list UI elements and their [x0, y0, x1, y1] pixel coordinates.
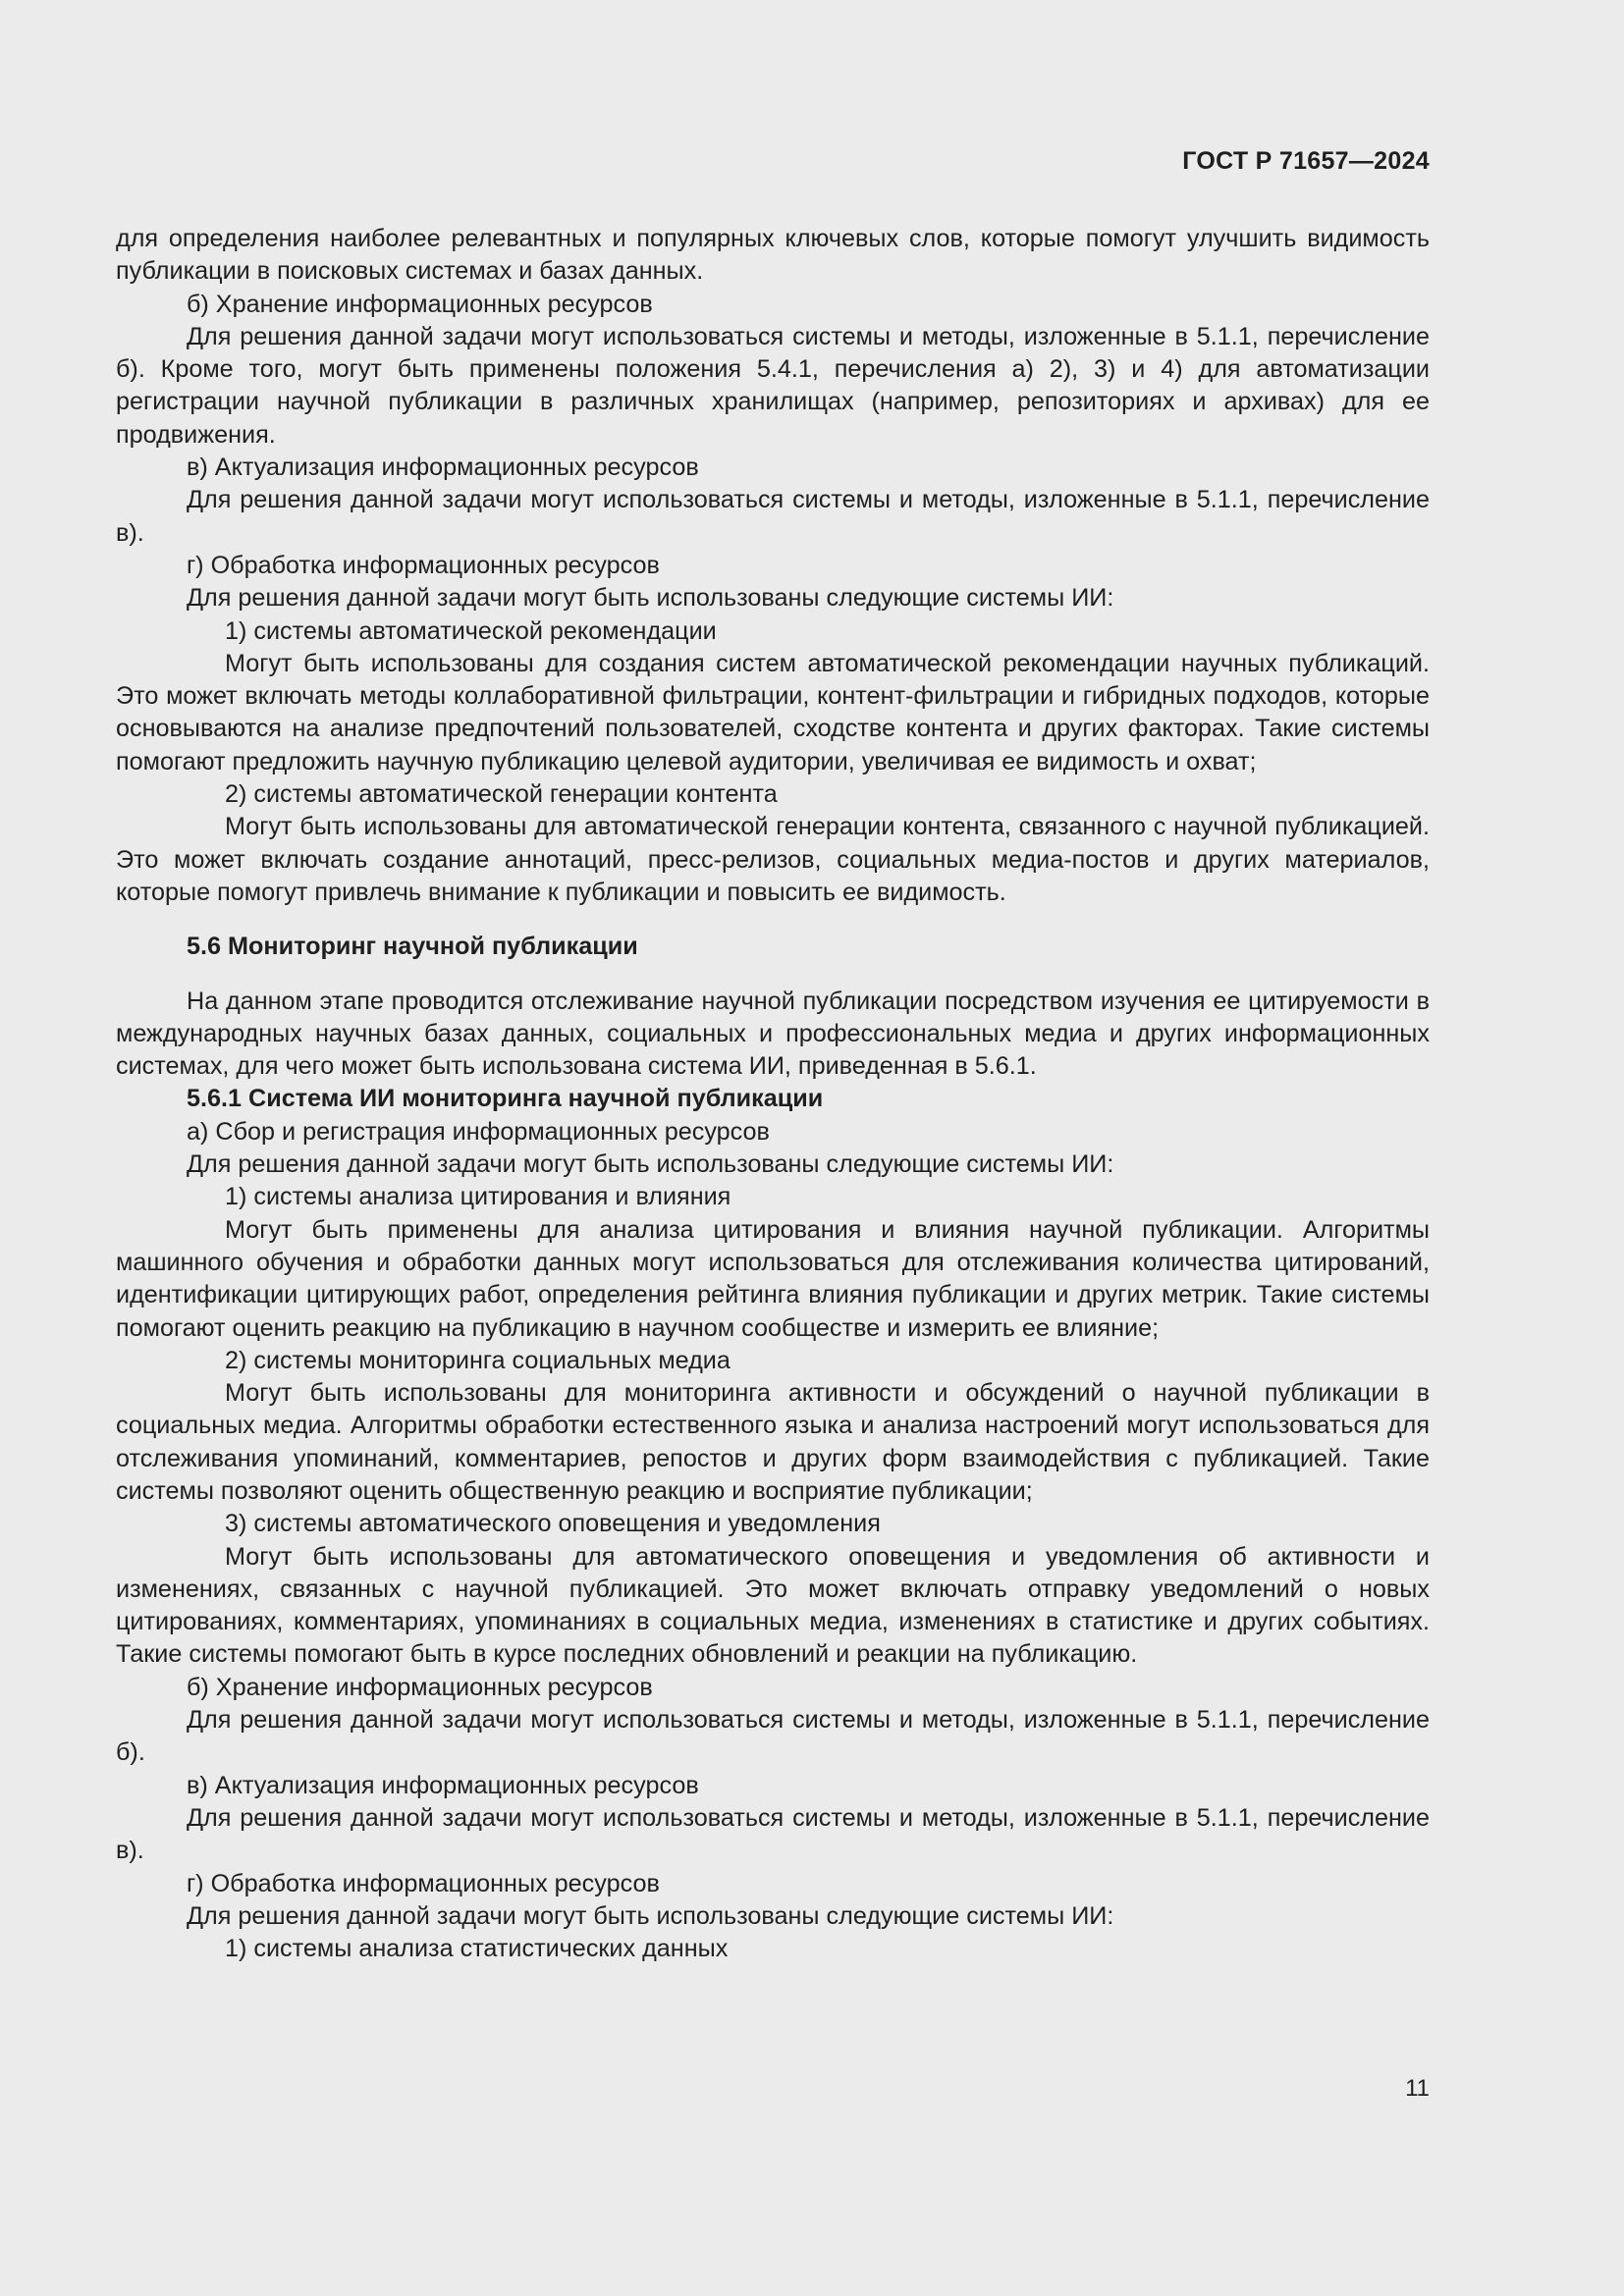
body-paragraph: Для решения данной задачи могут использоваться системы и методы, изложенные в 5.1.1, перечисление б). [116, 1706, 1430, 1767]
body-paragraph: Могут быть использованы для автоматической генерации контента, связанного с научной публикацией. Это может включать создание аннотаций, пресс-релизов, социальных медиа-постов и других материалов, которые помогут привлечь внимание к публикации и повысить ее видимость. [116, 813, 1430, 906]
list-item-heading: г) Обработка информационных ресурсов [187, 1869, 660, 1897]
section-heading: 5.6 Мониторинг научной публикации [187, 933, 638, 961]
body-paragraph: Для решения данной задачи могут использоваться системы и методы, изложенные в 5.1.1, перечисление б). Кроме того, могут быть применены положения 5.4.1, перечисления а) 2), 3) и 4) для автоматизации регистрации научной публикации в различных хранилищах (например, репозиториях и архивах) для ее продвижения. [116, 322, 1430, 449]
page-number: 11 [1405, 2075, 1430, 2102]
body-paragraph: Могут быть применены для анализа цитирования и влияния научной публикации. Алгоритмы машинного обучения и обработки данных могут использоваться для отслеживания количества цитирований, идентификации цитирующих работ, определения рейтинга влияния публикации и других метрик. Такие системы помогают оценить реакцию на публикацию в научном сообществе и измерить ее влияние; [116, 1215, 1430, 1342]
list-item-heading: б) Хранение информационных ресурсов [187, 290, 653, 318]
list-item-heading: в) Актуализация информационных ресурсов [187, 454, 699, 482]
page-body [116, 223, 1430, 1965]
body-paragraph: Могут быть использованы для автоматического оповещения и уведомления об активности и изменениях, связанных с научной публикацией. Это может включать отправку уведомлений о новых цитированиях, комментариях, упоминаниях в социальных медиа, изменениях в статистике и других событиях. Такие системы помогают быть в курсе последних обновлений и реакции на публикацию. [116, 1542, 1430, 1669]
list-item-heading: 2) системы мониторинга социальных медиа [225, 1346, 731, 1374]
subsection-heading: 5.6.1 Система ИИ мониторинга научной публикации [187, 1085, 824, 1113]
list-item-heading: Для решения данной задачи могут быть использованы следующие системы ИИ: [187, 1150, 1114, 1179]
list-item-heading: Для решения данной задачи могут быть использованы следующие системы ИИ: [187, 1901, 1114, 1930]
body-paragraph: Могут быть использованы для мониторинга активности и обсуждений о научной публикации в социальных медиа. Алгоритмы обработки естественного языка и анализа настроений могут использоваться для отслеживания упоминаний, комментариев, репостов и других форм взаимодействия с публикацией. Такие системы позволяют оценить общественную реакцию и восприятие публикации; [116, 1379, 1430, 1505]
list-item-heading: б) Хранение информационных ресурсов [187, 1673, 653, 1701]
list-item-heading: 1) системы автоматической рекомендации [225, 616, 717, 645]
list-item-heading: 1) системы анализа цитирования и влияния [225, 1183, 731, 1211]
body-paragraph: Могут быть использованы для создания систем автоматической рекомендации научных публикаций. Это может включать методы коллаборативной фильтрации, контент-фильтрации и гибридных подходов, которые основываются на анализе предпочтений пользователей, сходстве контента и других факторах. Такие системы помогают предложить научную публикацию целевой аудитории, увеличивая ее видимость и охват; [116, 649, 1430, 775]
body-paragraph: Для решения данной задачи могут использоваться системы и методы, изложенные в 5.1.1, перечисление в). [116, 1803, 1430, 1865]
body-paragraph: для определения наиболее релевантных и популярных ключевых слов, которые помогут улучшить видимость публикации в поисковых системах и базах данных. [116, 225, 1430, 286]
body-paragraph: На данном этапе проводится отслеживание научной публикации посредством изучения ее цитируемости в международных научных базах данных, социальных и профессиональных медиа и других информационных системах, для чего может быть использована система ИИ, приведенная в 5.6.1. [116, 987, 1430, 1081]
list-item-heading: г) Обработка информационных ресурсов [187, 551, 660, 579]
list-item-heading: 3) системы автоматического оповещения и уведомления [225, 1510, 881, 1538]
list-item-heading: в) Актуализация информационных ресурсов [187, 1771, 699, 1799]
list-item-heading: Для решения данной задачи могут быть использованы следующие системы ИИ: [187, 584, 1114, 613]
list-item-heading: 2) системы автоматической генерации контента [225, 780, 778, 809]
list-item-heading: 1) системы анализа статистических данных [225, 1935, 729, 1963]
body-paragraph: Для решения данной задачи могут использоваться системы и методы, изложенные в 5.1.1, перечисление в). [116, 486, 1430, 547]
list-item-heading: а) Сбор и регистрация информационных ресурсов [187, 1117, 770, 1146]
standard-designation: ГОСТ Р 71657—2024 [1182, 147, 1430, 175]
